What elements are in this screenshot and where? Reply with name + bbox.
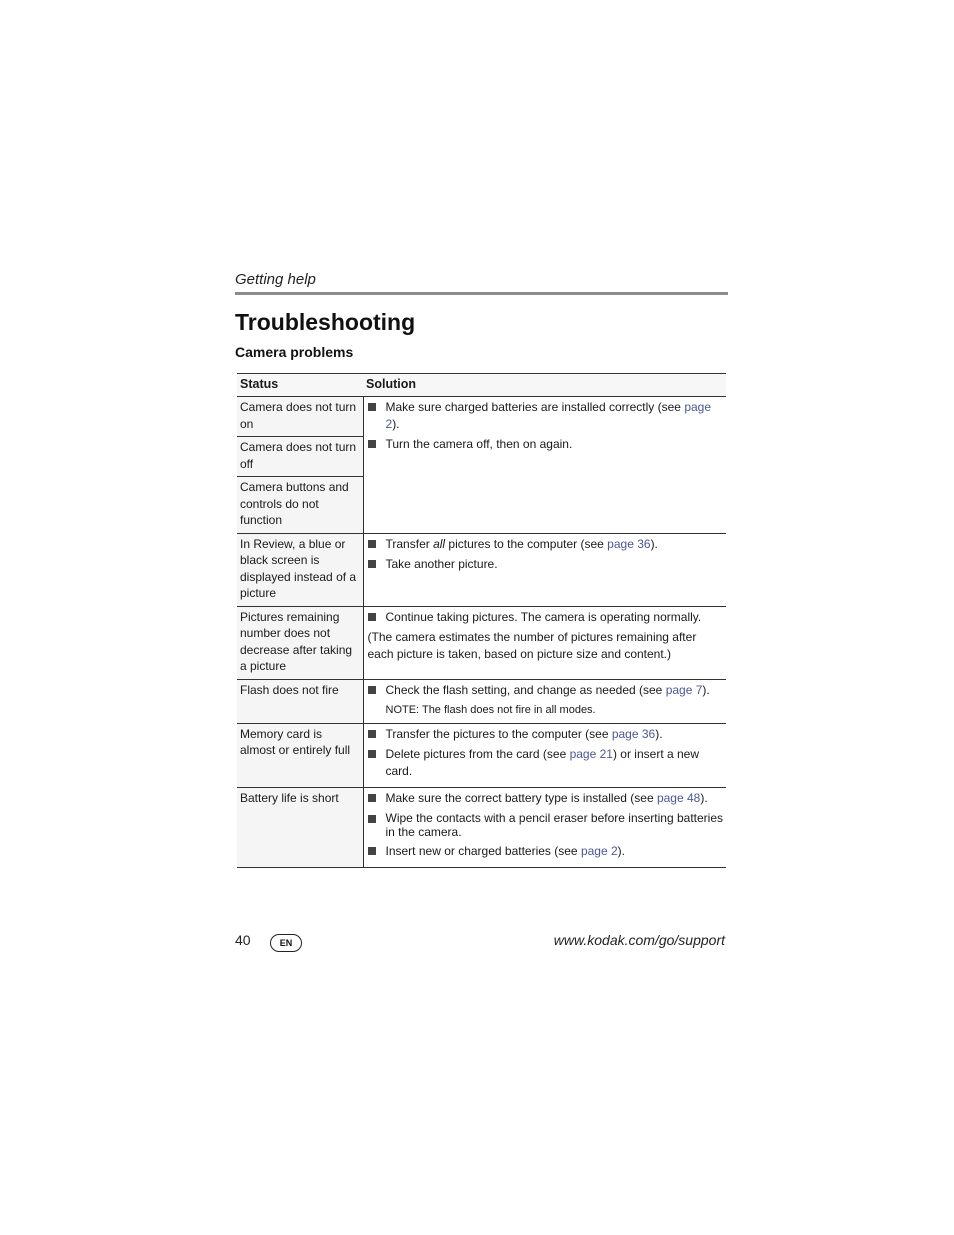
solution-cell xyxy=(363,679,726,723)
header-rule xyxy=(235,292,728,295)
solution-note: (The camera estimates the number of pictures remaining after each picture is taken, based on picture size and content.) xyxy=(367,630,697,661)
troubleshooting-table xyxy=(237,373,726,868)
table-row xyxy=(237,397,726,437)
status-cell: Battery life is short xyxy=(237,788,363,868)
page-link[interactable]: page 2 xyxy=(385,400,712,431)
section-header: Getting help xyxy=(235,271,316,288)
page-link[interactable]: page 21 xyxy=(569,747,613,761)
status-cell: Memory card is almost or entirely full xyxy=(237,723,363,788)
page-link[interactable]: page 36 xyxy=(607,536,651,551)
table-row xyxy=(237,533,726,606)
solution-bullet: Wipe the contacts with a pencil eraser before inserting batteries in the camera. xyxy=(368,811,724,839)
status-cell: Pictures remaining number does not decrease after taking a picture xyxy=(237,606,363,679)
solution-bullet: Make sure charged batteries are installed correctly (see page 2). xyxy=(368,399,724,432)
solution-bullet: Turn the camera off, then on again. xyxy=(368,436,724,453)
solution-bullet: Transfer the pictures to the computer (see page 36). xyxy=(368,726,724,743)
solution-cell xyxy=(363,533,726,606)
column-header-status: Status xyxy=(237,374,363,397)
solution-bullet: Insert new or charged batteries (see page 2). xyxy=(368,843,724,860)
page-link[interactable]: page 2 xyxy=(580,843,618,858)
solution-bullet: Check the flash setting, and change as needed (see page 7). xyxy=(368,682,724,699)
page-number: 40 xyxy=(235,932,251,948)
solution-cell xyxy=(363,397,726,534)
solution-note: NOTE: The flash does not fire in all modes. xyxy=(385,704,596,716)
table-row xyxy=(237,723,726,788)
solution-bullet: Transfer all pictures to the computer (see page 36). xyxy=(368,536,724,553)
table-row xyxy=(237,788,726,868)
support-url[interactable]: www.kodak.com/go/support xyxy=(553,932,725,948)
solution-bullet: Delete pictures from the card (see page 21) or insert a new card. xyxy=(368,746,724,779)
language-badge: EN xyxy=(270,934,302,952)
status-cell: Camera does not turn off xyxy=(237,437,363,477)
solution-cell xyxy=(363,606,726,679)
section-subtitle: Camera problems xyxy=(235,344,354,360)
page-title: Troubleshooting xyxy=(235,309,416,335)
status-cell: Camera buttons and controls do not function xyxy=(237,477,363,534)
status-cell: Camera does not turn on xyxy=(237,397,363,437)
status-cell: In Review, a blue or black screen is displayed instead of a picture xyxy=(237,533,363,606)
table-header-row xyxy=(237,374,726,397)
column-header-solution: Solution xyxy=(363,374,726,397)
page-link[interactable]: page 7 xyxy=(665,682,703,697)
page-link[interactable]: page 48 xyxy=(656,791,701,805)
solution-bullet: Take another picture. xyxy=(368,556,724,573)
solution-bullet: Make sure the correct battery type is installed (see page 48). xyxy=(368,790,724,807)
status-cell: Flash does not fire xyxy=(237,679,363,723)
solution-cell xyxy=(363,788,726,868)
table-row xyxy=(237,606,726,679)
page-link[interactable]: page 36 xyxy=(611,726,656,741)
solution-bullet: Continue taking pictures. The camera is operating normally. xyxy=(368,609,724,626)
solution-cell xyxy=(363,723,726,788)
table-row xyxy=(237,679,726,723)
